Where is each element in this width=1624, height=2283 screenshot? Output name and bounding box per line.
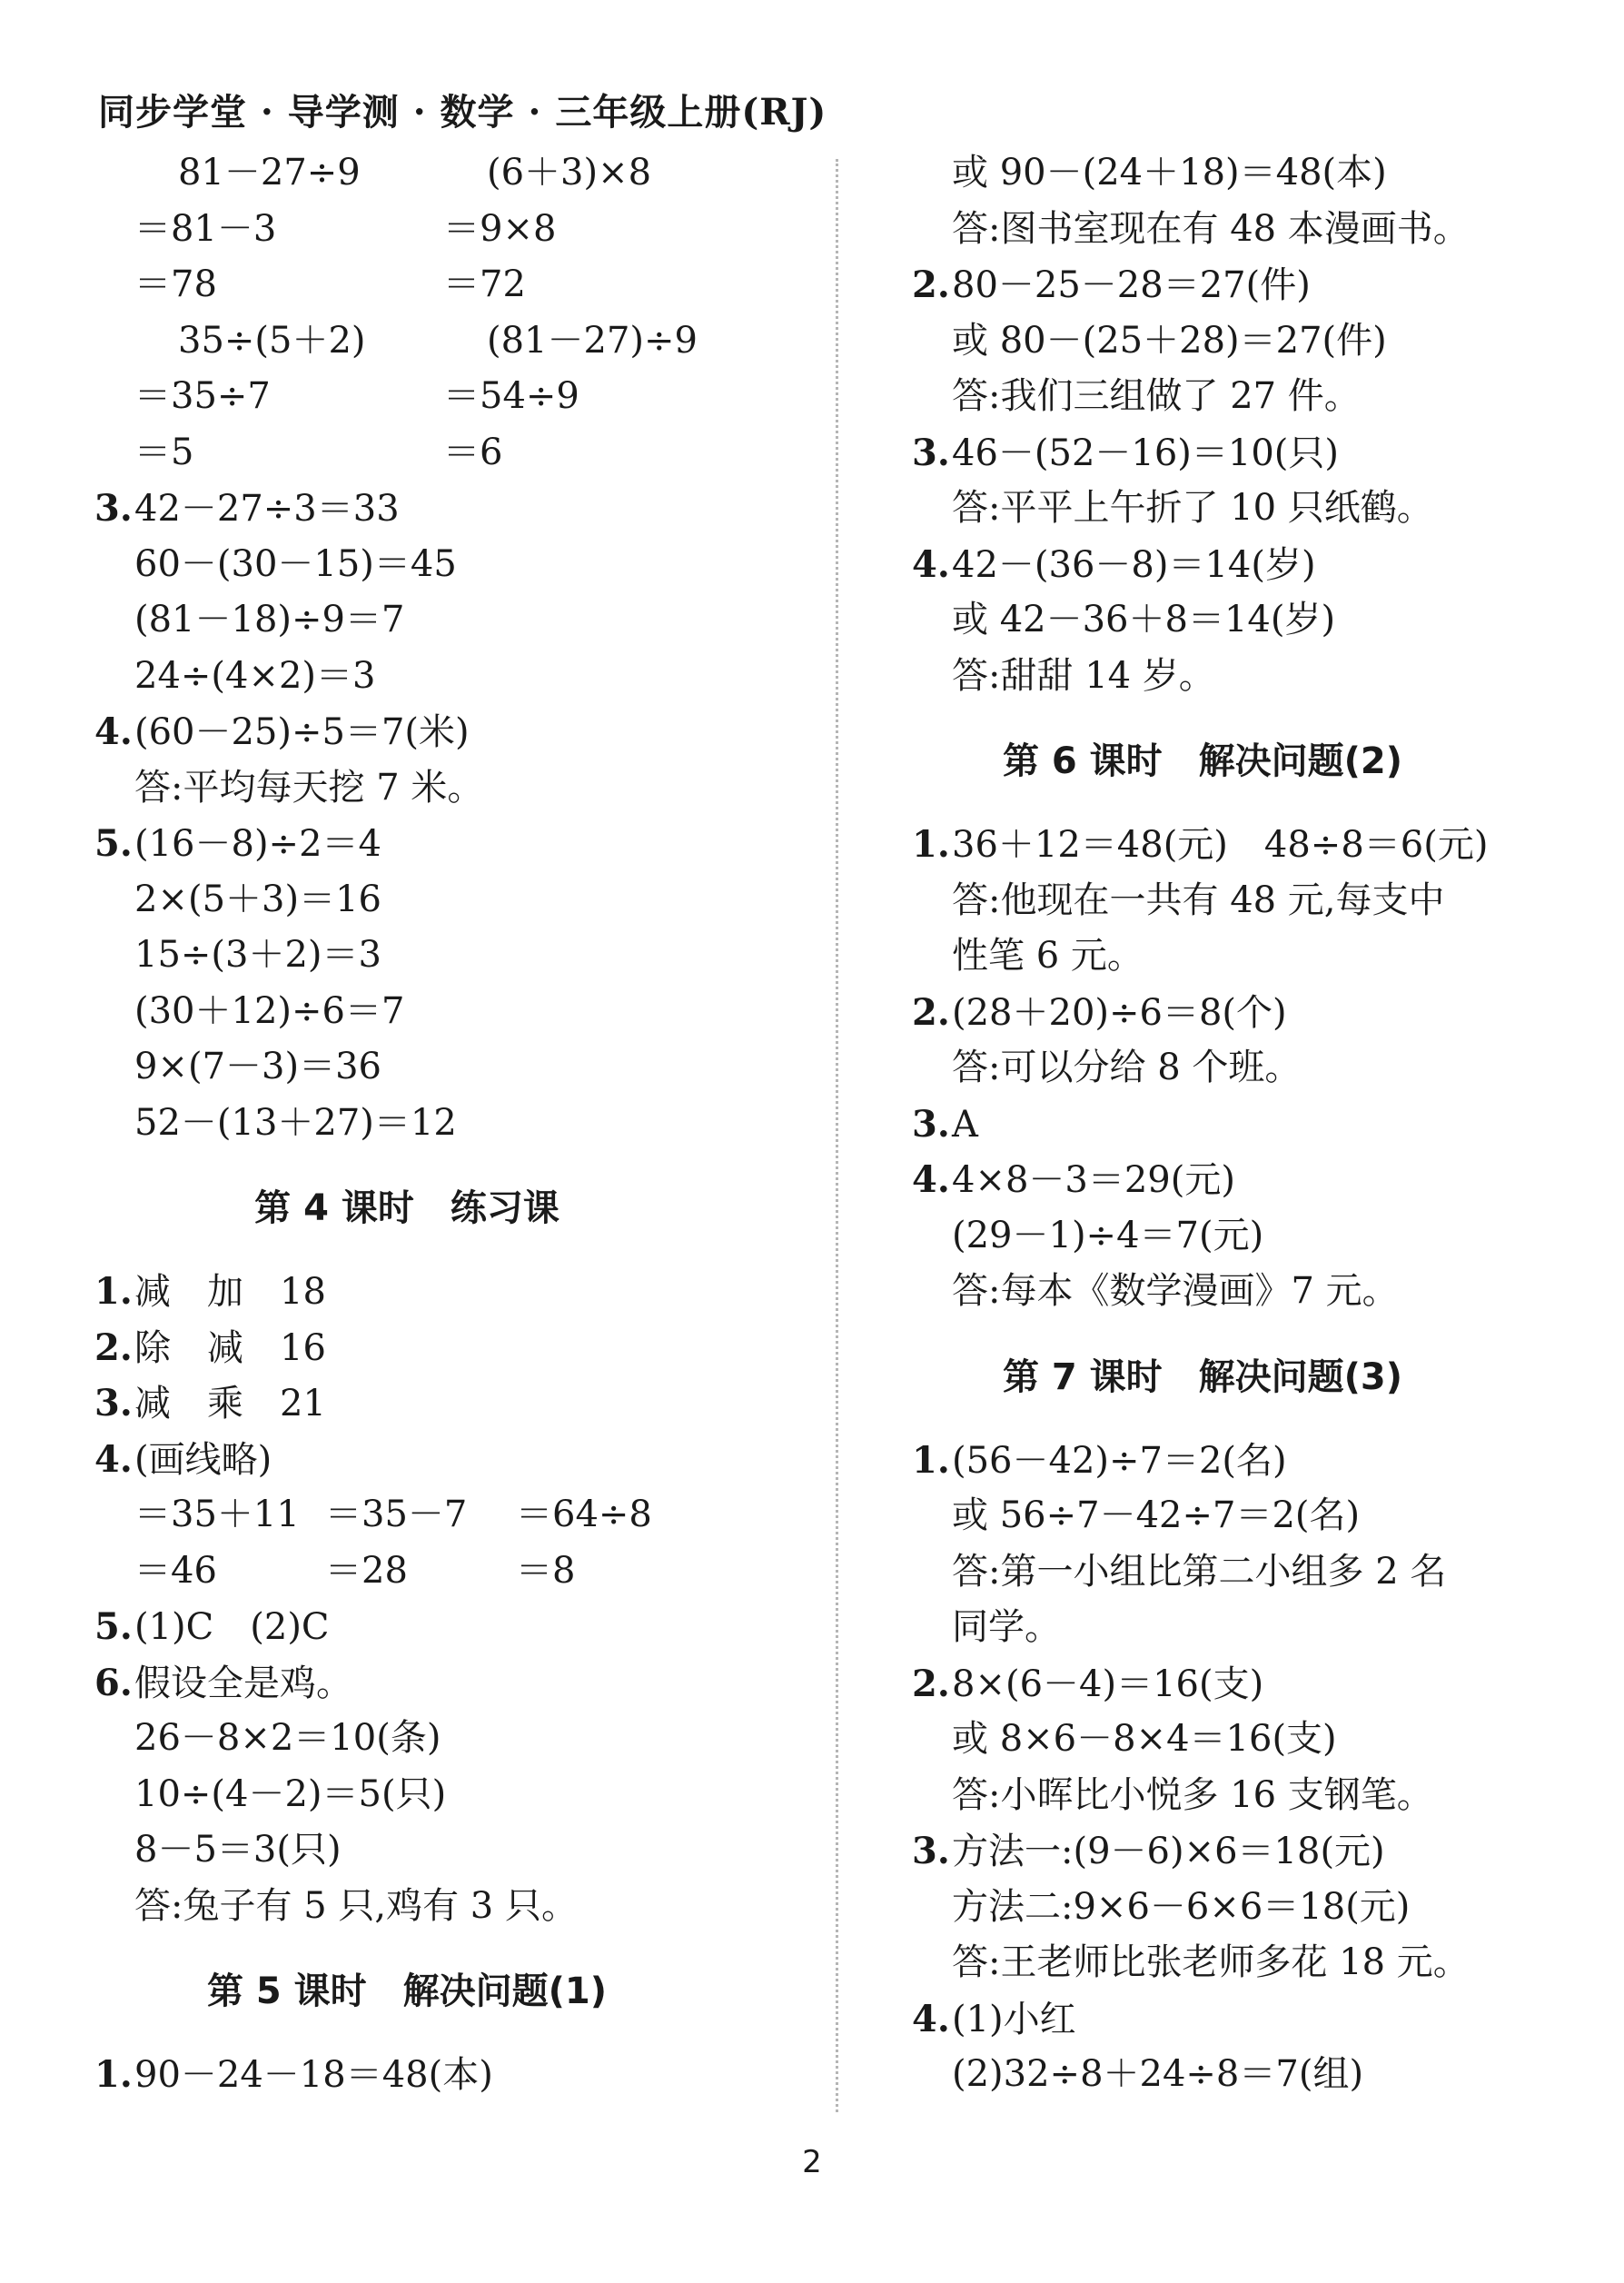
answer-line: (30＋12)÷6＝7 xyxy=(134,989,405,1032)
answer-line: (56－42)÷7＝2(名) xyxy=(952,1439,1287,1482)
answer-line: 80－25－28＝27(件) xyxy=(952,264,1311,306)
answer-line: 减 乘 21 xyxy=(134,1383,326,1424)
question-number: 3. xyxy=(94,487,133,530)
question-number: 6. xyxy=(94,1661,133,1704)
calc-cell: ＝72 xyxy=(443,263,526,305)
answer-line: 方法一:(9－6)×6＝18(元) xyxy=(952,1831,1385,1872)
answer-line: 假设全是鸡。 xyxy=(134,1662,352,1704)
answer-line: (60－25)÷5＝7(米) xyxy=(134,711,470,753)
calc-cell: ＝8 xyxy=(516,1549,576,1592)
calc-row xyxy=(134,145,825,202)
answer-line: 或 42－36＋8＝14(岁) xyxy=(952,599,1336,640)
section-title-lesson-4: 第 4 课时 练习课 xyxy=(254,1187,559,1229)
calc-cell: ＝54÷9 xyxy=(443,375,579,417)
answer-line: 60－(30－15)＝45 xyxy=(134,542,457,585)
question-number: 2. xyxy=(912,990,950,1034)
question-3 xyxy=(94,481,825,704)
answer-line: 答:图书室现在有 48 本漫画书。 xyxy=(952,207,1470,250)
answer-line: (画线略) xyxy=(134,1438,272,1481)
answer-line: (1)小红 xyxy=(952,1998,1076,2040)
calc-cell: ＝46 xyxy=(134,1549,217,1592)
question-number: 4. xyxy=(912,1997,950,2040)
question-2 xyxy=(912,257,1566,425)
question-number: 3. xyxy=(912,431,950,474)
question-number: 1. xyxy=(912,1438,950,1482)
answer-line: 方法二:9×6－6×6＝18(元) xyxy=(952,1885,1411,1928)
answer-line: (16－8)÷2＝4 xyxy=(134,823,381,865)
answer-line: 或 80－(25＋28)＝27(件) xyxy=(952,319,1387,362)
answer-line: 答:我们三组做了 27 件。 xyxy=(952,375,1361,417)
question-number: 1. xyxy=(912,823,950,866)
answer-line: 8×(6－4)＝16(支) xyxy=(952,1663,1264,1705)
answer-line: 答:兔子有 5 只,鸡有 3 只。 xyxy=(134,1884,578,1927)
section-title-lesson-5: 第 5 课时 解决问题(1) xyxy=(206,1970,608,2012)
calc-cell: ＝6 xyxy=(443,431,503,473)
calc-row xyxy=(134,202,825,258)
answer-line: 答:他现在一共有 48 元,每支中 xyxy=(952,878,1445,921)
question-number: 2. xyxy=(912,263,950,306)
lesson-5-answers xyxy=(94,2047,825,2103)
answer-line: 52－(13＋27)＝12 xyxy=(134,1101,457,1144)
question-number: 4. xyxy=(94,1437,133,1481)
question-number: 4. xyxy=(94,710,133,753)
question-4 xyxy=(94,704,825,816)
answer-line: 46－(52－16)＝10(只) xyxy=(952,432,1340,474)
calc-cell: (6＋3)×8 xyxy=(487,152,652,194)
answer-line: 36＋12＝48(元) 48÷8＝6(元) xyxy=(952,824,1489,866)
question-number: 3. xyxy=(912,1102,950,1146)
section-title-lesson-6: 第 6 课时 解决问题(2) xyxy=(1002,740,1403,782)
answer-line: 42－27÷3＝33 xyxy=(134,488,400,530)
answer-line: 答:王老师比张老师多花 18 元。 xyxy=(952,1941,1470,1983)
calc-row xyxy=(134,425,825,481)
answer-line: 15÷(3＋2)＝3 xyxy=(134,934,381,976)
answer-line: 答:第一小组比第二小组多 2 名 xyxy=(952,1550,1447,1593)
answer-line: (28＋20)÷6＝8(个) xyxy=(952,991,1287,1034)
answer-line: (81－18)÷9＝7 xyxy=(134,599,405,640)
answer-line: 答:平均每天挖 7 米。 xyxy=(134,766,484,809)
question-number: 5. xyxy=(94,822,133,865)
answer-line: 2×(5＋3)＝16 xyxy=(134,878,381,920)
calc-row xyxy=(94,1487,825,1544)
answer-line: 性笔 6 元。 xyxy=(952,935,1144,977)
answer-line: 8－5＝3(只) xyxy=(134,1829,342,1871)
calc-cell: 35÷(5＋2) xyxy=(178,319,366,362)
running-header: 同步学堂 · 导学测 · 数学 · 三年级上册(RJ) xyxy=(98,91,827,134)
question-number: 1. xyxy=(94,1270,133,1313)
calc-cell: ＝81－3 xyxy=(134,207,277,250)
calc-cell: ＝35÷7 xyxy=(134,375,271,417)
answer-line: 26－8×2＝10(条) xyxy=(134,1717,441,1759)
answer-line: 4×8－3＝29(元) xyxy=(952,1159,1235,1201)
lesson-6-answers xyxy=(912,817,1566,1320)
question-number: 2. xyxy=(94,1325,133,1369)
answer-line: A xyxy=(952,1103,978,1146)
answer-line: 答:可以分给 8 个班。 xyxy=(952,1047,1302,1088)
answer-line: 24÷(4×2)＝3 xyxy=(134,654,376,697)
column-divider xyxy=(836,159,838,2112)
answer-line: 10÷(4－2)＝5(只) xyxy=(134,1772,447,1815)
answer-line: 答:甜甜 14 岁。 xyxy=(952,654,1215,697)
answer-line: 除 减 16 xyxy=(134,1326,326,1369)
answer-line: 9×(7－3)＝36 xyxy=(134,1046,381,1087)
question-3 xyxy=(912,425,1566,537)
calc-cell: ＝28 xyxy=(325,1549,408,1592)
answer-line: 或 8×6－8×4＝16(支) xyxy=(952,1718,1337,1760)
calc-row xyxy=(134,369,825,425)
right-column xyxy=(912,145,1566,2103)
calc-row xyxy=(94,1544,825,1600)
question-number: 4. xyxy=(912,542,950,586)
answer-line: 答:平平上午折了 10 只纸鹤。 xyxy=(952,487,1433,529)
answer-line: 同学。 xyxy=(952,1606,1061,1648)
answer-line: 答:每本《数学漫画》7 元。 xyxy=(952,1270,1399,1312)
calc-cell: ＝35－7 xyxy=(325,1494,468,1535)
question-number: 1. xyxy=(94,2053,133,2096)
calc-row xyxy=(134,313,825,370)
answer-line: 42－(36－8)＝14(岁) xyxy=(952,543,1316,586)
question-number: 3. xyxy=(912,1830,950,1872)
answer-line: 或 90－(24＋18)＝48(本) xyxy=(952,152,1387,194)
lesson-7-answers xyxy=(912,1433,1566,2103)
calc-cell: (81－27)÷9 xyxy=(487,319,698,362)
calc-cell: ＝35＋11 xyxy=(134,1494,300,1535)
calc-row xyxy=(134,257,825,313)
calc-cell: 81－27÷9 xyxy=(178,152,361,194)
calc-cell: ＝5 xyxy=(134,431,194,473)
question-4 xyxy=(912,537,1566,705)
question-number: 5. xyxy=(94,1605,133,1648)
question-number: 2. xyxy=(912,1662,950,1705)
answer-line: (2)32÷8＋24÷8＝7(组) xyxy=(952,2053,1364,2095)
question-5 xyxy=(94,816,825,1151)
calc-cell: ＝9×8 xyxy=(443,207,557,250)
answer-line: 或 56÷7－42÷7＝2(名) xyxy=(952,1494,1361,1536)
question-number: 4. xyxy=(912,1158,950,1201)
calc-cell: ＝78 xyxy=(134,263,217,305)
question-number: 3. xyxy=(94,1382,133,1424)
answer-line: (29－1)÷4＝7(元) xyxy=(952,1214,1264,1256)
answer-line: 答:小晖比小悦多 16 支钢笔。 xyxy=(952,1773,1433,1816)
answer-line: (1)C (2)C xyxy=(134,1606,330,1648)
page-number: 2 xyxy=(802,2144,822,2180)
calc-cell: ＝64÷8 xyxy=(516,1494,652,1535)
answer-line: 90－24－18＝48(本) xyxy=(134,2054,493,2096)
lesson-4-answers xyxy=(94,1264,825,1934)
left-column xyxy=(94,145,825,2103)
section-title-lesson-7: 第 7 课时 解决问题(3) xyxy=(1002,1355,1403,1398)
answer-line: 减 加 18 xyxy=(134,1271,326,1313)
